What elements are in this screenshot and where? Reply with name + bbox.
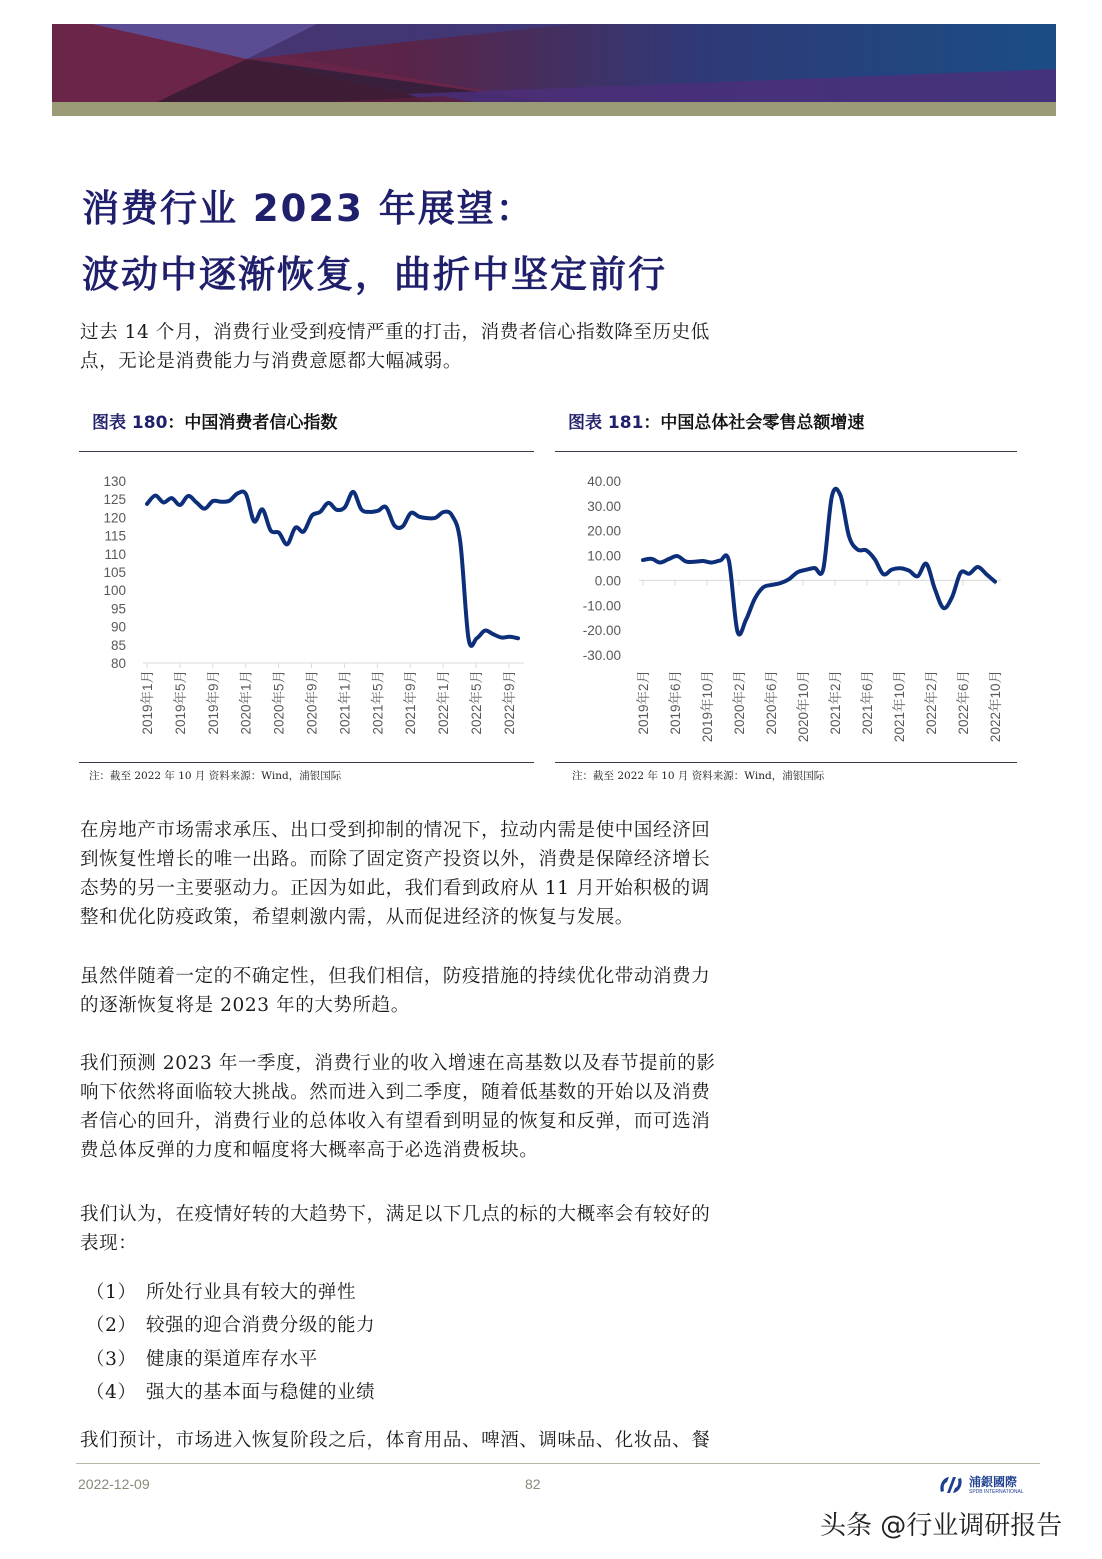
x-tick-label: 2020年1月 [238,670,254,735]
x-tick-label: 2020年6月 [764,670,779,735]
footer-date: 2022-12-09 [78,1476,150,1492]
y-tick-label: -20.00 [582,623,621,639]
figure-label: 图表 181 [568,413,644,433]
body-paragraph-5: 我们预计，市场进入恢复阶段之后，体育用品、啤酒、调味品、化妆品、餐 [80,1430,711,1451]
chart-title-left [92,408,337,433]
list-number: （2） [86,1315,137,1336]
y-tick-label: 95 [110,601,126,617]
y-tick-label: 130 [103,474,126,489]
body-line: 整和优化防疫政策，希望刺激内需，从而促进经济的恢复与发展。 [80,907,634,928]
body-line: 到恢复性增长的唯一出路。而除了固定资产投资以外，消费是保障经济增长 [80,849,711,870]
data-line [643,489,995,635]
y-tick-label: -30.00 [582,648,621,663]
y-tick-label: -10.00 [582,598,621,614]
body-line: 费总体反弹的力度和幅度将大概率高于必选消费板块。 [80,1140,539,1161]
chart-title-right [568,408,864,433]
page-title-line2: 波动中逐渐恢复，曲折中坚定前行 [82,253,667,296]
x-tick-label: 2019年6月 [668,670,683,735]
y-tick-label: 90 [110,619,126,635]
x-tick-label: 2021年5月 [370,670,386,735]
x-tick-label: 2021年1月 [337,670,353,735]
body-line: 者信心的回升，消费行业的总体收入有望看到明显的恢复和反弹，而可选消 [80,1111,711,1132]
list-text: 所处行业具有较大的弹性 [146,1282,357,1303]
x-tick-label: 2019年1月 [140,670,155,735]
body-line: 的逐渐恢复将是 2023 年的大势所趋。 [80,995,410,1016]
y-tick-label: 115 [104,528,126,544]
page-title-line1: 消费行业 2023 年展望： [82,187,535,230]
header-banner [52,24,1056,102]
intro-line: 点，无论是消费能力与消费意愿都大幅减弱。 [80,351,463,372]
x-tick-label: 2020年9月 [304,670,320,735]
x-tick-label: 2022年9月 [501,670,517,735]
y-tick-label: 105 [103,565,126,580]
intro-line: 过去 14 个月，消费行业受到疫情严重的打击，消费者信心指数降至历史低 [80,322,710,343]
x-tick-label: 2019年2月 [636,670,651,735]
x-tick-label: 2022年2月 [924,670,939,735]
consumer-confidence-chart [79,460,534,760]
chart-bottom-rule [555,762,1017,763]
chart-top-rule [555,451,1017,452]
list-text: 健康的渠道库存水平 [146,1349,318,1370]
list-item [86,1278,356,1304]
body-line: 响下依然将面临较大挑战。然而进入到二季度，随着低基数的开始以及消费 [80,1082,711,1103]
list-item [86,1345,318,1371]
x-tick-label: 2022年6月 [956,670,971,735]
x-tick-label: 2022年5月 [469,670,484,735]
y-tick-label: 85 [110,637,126,653]
x-tick-label: 2021年6月 [860,670,875,735]
x-tick-label: 2021年10月 [892,670,907,743]
body-line: 我们认为，在疫情好转的大趋势下，满足以下几点的标的大概率会有较好的 [80,1204,711,1225]
watermark: 头条 @行业调研报告 [820,1511,1063,1541]
x-tick-label: 2022年10月 [988,670,1003,743]
y-tick-label: 0.00 [594,573,621,589]
y-tick-label: 30.00 [587,498,621,514]
company-logo [938,1474,1024,1496]
list-item [86,1311,375,1337]
y-tick-label: 125 [103,492,126,508]
retail-sales-growth-chart [555,460,1017,760]
list-text: 较强的迎合消费分级的能力 [146,1315,376,1336]
y-tick-label: 20.00 [587,523,621,539]
banner-graphic [52,24,1056,102]
body-paragraph-3 [80,1049,804,1165]
body-line: 态势的另一主要驱动力。正因为如此，我们看到政府从 11 月开始积极的调 [80,878,710,899]
list-number: （3） [86,1349,137,1370]
list-number: （1） [86,1282,137,1303]
y-tick-label: 10.00 [587,548,621,564]
chart-note-right: 注：截至 2022 年 10 月 资料来源：Wind，浦银国际 [572,770,825,782]
chart-bottom-rule [79,762,534,763]
x-tick-label: 2022年1月 [436,670,452,735]
logo-name: 浦銀國際 [969,1474,1018,1489]
intro-paragraph [80,318,804,376]
x-tick-label: 2020年2月 [732,670,747,735]
chart-note-left: 注：截至 2022 年 10 月 资料来源：Wind，浦银国际 [89,770,342,782]
x-tick-label: 2019年5月 [172,670,188,735]
y-tick-label: 110 [104,546,126,562]
figure-title: ：中国总体社会零售总额增速 [643,413,865,433]
x-tick-label: 2020年10月 [796,670,811,743]
x-tick-label: 2019年9月 [205,670,221,735]
x-tick-label: 2019年10月 [700,670,715,743]
body-line: 我们预测 2023 年一季度，消费行业的收入增速在高基数以及春节提前的影 [80,1053,716,1074]
body-paragraph-2 [80,962,804,1020]
figure-label: 图表 180 [92,413,168,433]
spdb-logo-icon [938,1474,964,1496]
body-paragraph-4 [80,1200,804,1258]
logo-subtitle: SPDB INTERNATIONAL [969,1488,1024,1495]
body-line: 在房地产市场需求承压、出口受到抑制的情况下，拉动内需是使中国经济回 [80,820,711,841]
figure-title: ：中国消费者信心指数 [167,413,338,433]
banner-strip [52,102,1056,116]
x-tick-label: 2020年5月 [271,670,287,735]
x-tick-label: 2021年9月 [403,670,419,735]
y-tick-label: 120 [103,510,126,526]
body-line: 虽然伴随着一定的不确定性，但我们相信，防疫措施的持续优化带动消费力 [80,966,711,987]
footer-rule [76,1463,1040,1464]
x-tick-label: 2021年2月 [828,670,843,735]
chart-top-rule [79,451,534,452]
y-tick-label: 80 [110,656,126,671]
list-item [86,1378,375,1404]
data-line [147,492,518,646]
y-tick-label: 40.00 [587,474,621,489]
list-text: 强大的基本面与稳健的业绩 [146,1382,376,1403]
y-tick-label: 100 [103,583,126,599]
page-number: 82 [525,1476,541,1492]
body-paragraph-1 [80,816,804,932]
list-number: （4） [86,1382,137,1403]
body-line: 表现： [80,1233,138,1254]
